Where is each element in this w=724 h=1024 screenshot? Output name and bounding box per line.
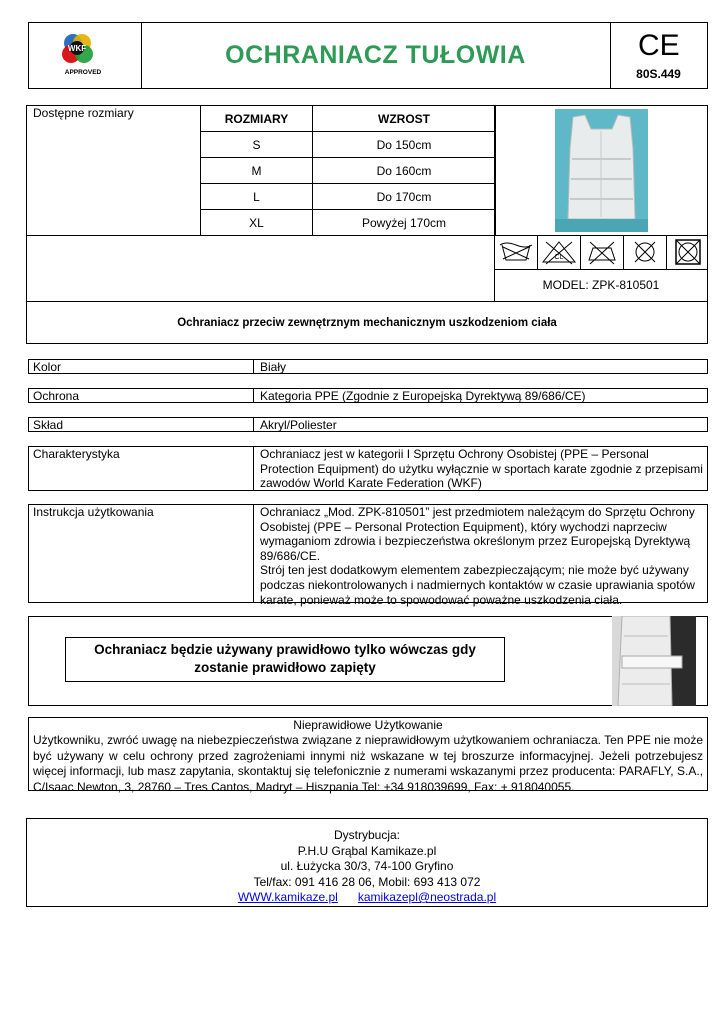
wkf-rings-icon [29,23,141,88]
height-cell: Do 160cm [313,158,496,184]
size-cell: S [201,132,313,158]
svg-text:WKF: WKF [67,44,87,53]
attribute-key: Charakterystyka [33,447,120,461]
size-cell: XL [201,210,313,236]
attribute-value: Ochraniacz jest w kategorii I Sprzętu Ochrony Osobistej (PPE – Personal Protection Equipment) do użytku wyłącznie w sportach karate zgodnie z przepisami zawodów World Karate Federation (WKF) [253,447,703,490]
attribute-key: Kolor [33,360,62,374]
body-protector-photo [555,109,648,232]
ce-certification [610,22,708,89]
attribute-row-protection [28,388,708,403]
document-title: OCHRANIACZ TUŁOWIA [141,22,611,89]
misuse-body: Użytkowniku, zwróć uwagę na niebezpieczeństwa związane z nieprawidłowym użytkowaniem ochraniacza. Ten PPE nie może być używany w celu ochrony przed zagrożeniami innymi niż wskazane w tej broszurze informacyjnej. Jeżeli potrzebujesz więcej informacji, lub masz zapytania, skontaktuj się telefonicznie z numerami wskazanymi przez producenta: PARAFLY, S.A., C/Isaac Newton, 3, 28760 – Tres Cantos, Madryt – Hiszpania Tel: +34 918039699, Fax: + 918040055. [33,733,703,794]
instructions-paragraph: Strój ten jest dodatkowym elementem zabezpieczającym; nie może być używany podczas niekontrolowanych i nadmiernych kontaktów w czasie uprawiania spotów karate, ponieważ może to spowodować poważne uszkodzenia ciała. [260,563,695,607]
attribute-key: Ochrona [33,389,80,403]
height-cell: Do 150cm [313,132,496,158]
svg-text:CL: CL [554,254,564,261]
attribute-key: Instrukcja użytkowania [33,505,154,519]
distribution-section [26,818,708,907]
attribute-row-composition [28,417,708,432]
col-size-header: ROZMIARY [201,106,313,132]
table-row [201,132,496,158]
attribute-row-color [28,359,708,374]
table-header-row [201,106,496,132]
distribution-phone: Tel/fax: 091 416 28 06, Mobil: 693 413 072 [253,874,481,889]
size-cell: L [201,184,313,210]
no-chlorine-icon [538,236,581,269]
attribute-row-instructions [28,504,708,607]
fastening-photo [612,616,696,706]
ce-mark-icon: CE [638,29,680,62]
height-cell: Do 170cm [313,184,496,210]
misuse-title: Nieprawidłowe Użytkowanie [293,718,443,732]
ce-code: 80S.449 [636,67,681,81]
table-row [201,184,496,210]
svg-text:APPROVED: APPROVED [64,69,102,76]
purpose-statement: Ochraniacz przeciw zewnętrznym mechanicznym uszkodzeniom ciała [26,301,708,344]
email-link[interactable]: kamikazepl@neostrada.pl [357,890,497,904]
height-cell: Powyżej 170cm [313,210,496,236]
attribute-value: Kategoria PPE (Zgodnie z Europejską Dyrektywą 89/686/CE) [253,389,703,402]
model-number: MODEL: ZPK-810501 [542,278,660,292]
col-height-header: WZROST [313,106,496,132]
sizes-label: Dostępne rozmiary [33,106,134,120]
distribution-title: Dystrybucja: [333,828,401,842]
distribution-company: P.H.U Grąbal Kamikaze.pl [297,843,437,858]
attribute-row-characteristics [28,446,708,491]
attribute-key: Skład [33,418,64,432]
care-icons-panel [494,235,708,302]
product-photo-frame [494,105,708,236]
attribute-value: Biały [253,360,703,373]
attribute-value: Akryl/Poliester [253,418,703,431]
no-iron-icon [581,236,624,269]
size-cell: M [201,158,313,184]
attribute-value [253,505,703,607]
misuse-section [28,717,708,794]
distribution-address: ul. Łużycka 30/3, 74-100 Gryfino [280,859,454,873]
wash-30-icon [495,236,538,269]
no-tumble-dry-icon [667,236,710,269]
sizes-table [200,105,496,236]
instructions-paragraph: Ochraniacz „Mod. ZPK-810501” jest przedmiotem należącym do Sprzętu Ochrony Osobistej (PPE – Personal Protection Equipment), który wychodzi naprzeciw wymaganiom zdrowia i bezpieczeństwa określonym przez Europejską Dyrektywą 89/686/CE. [260,505,695,563]
website-link[interactable]: WWW.kamikaze.pl [237,890,338,904]
fastening-note: Ochraniacz będzie używany prawidłowo tylko wówczas gdy zostanie prawidłowo zapięty [65,637,505,682]
table-row [201,210,496,236]
no-dry-clean-icon [624,236,667,269]
table-row [201,158,496,184]
blank-area [26,235,495,302]
wkf-logo [28,22,142,89]
